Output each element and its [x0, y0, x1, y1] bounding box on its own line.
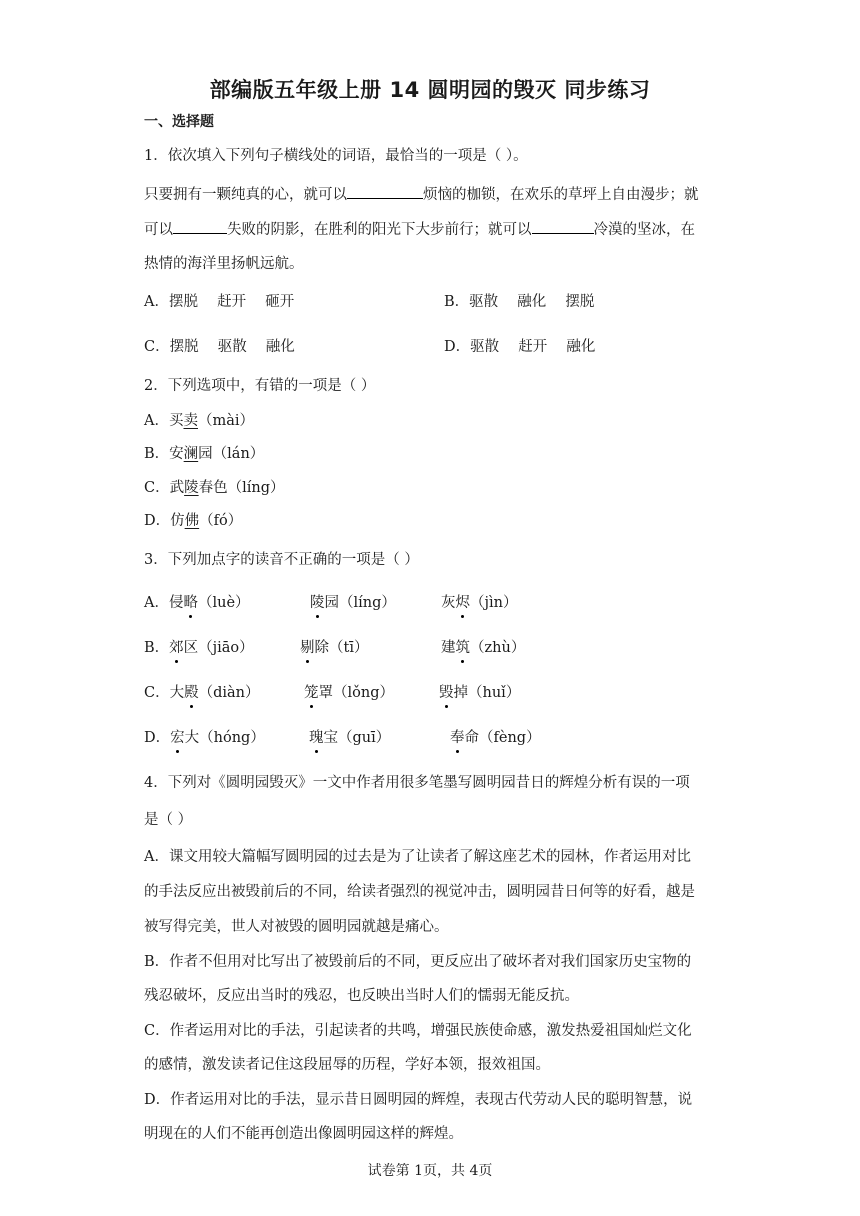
q1-option-d: D．驱散 赶开 融化: [444, 339, 596, 355]
q2-option-a: A．买卖（mài）: [144, 413, 255, 429]
q1-passage-line3: 热情的海洋里扬帆远航。: [144, 256, 304, 272]
q4-stem-line2: 是（ ）: [144, 812, 193, 828]
q3-option-c: C．大殿（diàn）: [144, 685, 260, 701]
q4-stem-line1: 4．下列对《圆明园毁灭》一文中作者用很多笔墨写圆明园昔日的辉煌分析有误的一项: [144, 775, 690, 791]
q3-option-c-word2: 笼罩（lǒng）: [304, 685, 394, 701]
q3-option-b-word3: 建筑（zhù）: [441, 640, 526, 656]
q4-option-a-line1: A．课文用较大篇幅写圆明园的过去是为了让读者了解这座艺术的园林，作者运用对比: [144, 849, 691, 865]
page-footer: 试卷第 1页，共 4页: [367, 1163, 493, 1179]
q1-passage-line1: 只要拥有一颗纯真的心，就可以 烦恼的枷锁，在欢乐的草坪上自由漫步；就: [144, 184, 699, 205]
q4-option-c-line2: 的感情，激发读者记住这段屈辱的历程，学好本领，报效祖国。: [144, 1057, 550, 1073]
q3-stem: 3．下列加点字的读音不正确的一项是（ ）: [144, 552, 419, 568]
q4-option-b-line2: 残忍破坏，反应出当时的残忍，也反映出当时人们的懦弱无能反抗。: [144, 988, 579, 1004]
q3-option-a-word2: 陵园（líng）: [310, 595, 396, 611]
q4-option-d-line2: 明现在的人们不能再创造出像圆明园这样的辉煌。: [144, 1126, 463, 1142]
q2-option-d: D．仿佛（fó）: [144, 513, 243, 529]
q1-blank-3: [532, 219, 594, 234]
q3-option-d-word2: 瑰宝（guī）: [309, 730, 391, 746]
q1-option-a: A．摆脱 赶开 砸开: [144, 294, 295, 310]
section-heading: 一、选择题: [144, 114, 214, 130]
q3-option-b: B．郊区（jiāo）: [144, 640, 254, 656]
q4-option-a-line2: 的手法反应出被毁前后的不同，给读者强烈的视觉冲击，圆明园昔日何等的好看，越是: [144, 884, 695, 900]
q2-stem: 2．下列选项中，有错的一项是（ ）: [144, 378, 376, 394]
q4-option-b-line1: B．作者不但用对比写出了被毁前后的不同，更反应出了破坏者对我们国家历史宝物的: [144, 954, 692, 970]
q3-option-a: A．侵略（luè）: [144, 595, 250, 611]
q3-option-d: D．宏大（hóng）: [144, 730, 265, 746]
q3-option-a-word3: 灰烬（jìn）: [441, 595, 518, 611]
q1-option-c: C．摆脱 驱散 融化: [144, 339, 295, 355]
q4-option-d-line1: D．作者运用对比的手法，显示昔日圆明园的辉煌，表现古代劳动人民的聪明智慧，说: [144, 1092, 693, 1108]
q1-stem: 1．依次填入下列句子横线处的词语，最恰当的一项是（ ）。: [144, 148, 528, 164]
q1-blank-2: [173, 219, 227, 234]
q2-option-b: B．安澜园（lán）: [144, 446, 265, 462]
q1-passage-line2: 可以 失败的阴影，在胜利的阳光下大步前行；就可以 冷漠的坚冰，在: [144, 219, 695, 240]
q1-blank-1: [347, 184, 423, 199]
q1-option-b: B．驱散 融化 摆脱: [444, 294, 595, 310]
q2-option-c: C．武陵春色（líng）: [144, 480, 285, 496]
q3-option-d-word3: 奉命（fèng）: [450, 730, 541, 746]
q3-option-c-word3: 毁掉（huǐ）: [439, 685, 521, 701]
q4-option-a-line3: 被写得完美，世人对被毁的圆明园就越是痛心。: [144, 919, 449, 935]
q3-option-b-word2: 剔除（tī）: [300, 640, 369, 656]
q4-option-c-line1: C．作者运用对比的手法，引起读者的共鸣，增强民族使命感，激发热爱祖国灿烂文化: [144, 1023, 692, 1039]
page-title: 部编版五年级上册 14 圆明园的毁灭 同步练习: [209, 78, 651, 102]
